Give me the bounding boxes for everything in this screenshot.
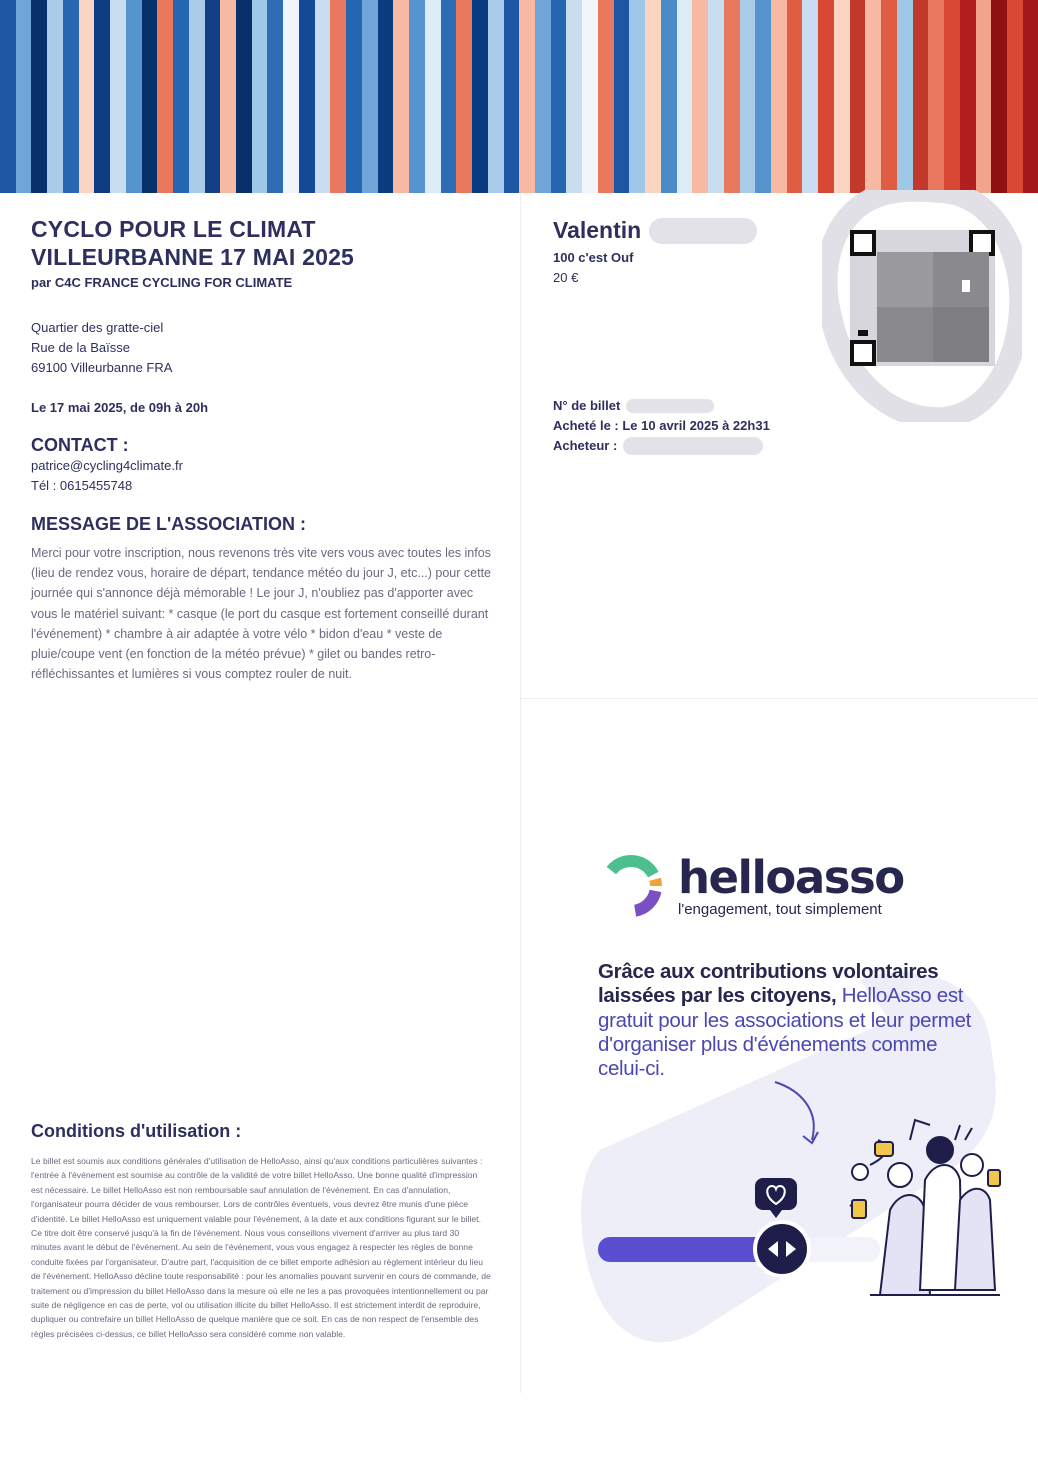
climate-stripe [850, 0, 866, 193]
ticket-price: 20 € [553, 270, 579, 285]
climate-stripe [346, 0, 362, 193]
climate-stripe [0, 0, 16, 193]
climate-stripe [991, 0, 1007, 193]
volunteers-illustration [850, 1120, 1000, 1295]
climate-stripe [205, 0, 221, 193]
climate-stripe [724, 0, 740, 193]
climate-stripe [551, 0, 567, 193]
climate-stripe [960, 0, 976, 193]
climate-stripe [834, 0, 850, 193]
column-divider [520, 193, 521, 1393]
address-line: Quartier des gratte-ciel [31, 320, 164, 335]
climate-stripe [740, 0, 756, 193]
promo-text-bold: Grâce aux contributions volontaires laissées par les citoyens, [598, 960, 939, 1008]
climate-stripe [236, 0, 252, 193]
climate-stripe [267, 0, 283, 193]
climate-stripe [1007, 0, 1023, 193]
climate-stripe [378, 0, 394, 193]
slider-handle-icon [755, 1222, 809, 1276]
climate-stripe [110, 0, 126, 193]
climate-stripe [79, 0, 95, 193]
climate-stripe [441, 0, 457, 193]
purchase-date-label: Acheté le : Le 10 avril 2025 à 22h31 [553, 418, 770, 433]
climate-stripe [173, 0, 189, 193]
climate-stripe [944, 0, 960, 193]
climate-stripe [598, 0, 614, 193]
buyer-label: Acheteur : [553, 438, 618, 453]
ticket-tariff: 100 c'est Ouf [553, 250, 634, 265]
climate-stripe [897, 0, 913, 193]
event-title-line-1: CYCLO POUR LE CLIMAT [31, 216, 316, 242]
terms-of-use [31, 1121, 491, 1341]
arrow-icon [775, 1082, 814, 1140]
climate-stripe [157, 0, 173, 193]
climate-stripe [330, 0, 346, 193]
promo-text-regular: HelloAsso est gratuit pour les associations et leur permet d'organiser plus d'événements comme celui-ci. [598, 984, 972, 1081]
climate-stripe [566, 0, 582, 193]
climate-stripe [220, 0, 236, 193]
section-divider [520, 698, 1038, 699]
event-title-line-2: VILLEURBANNE 17 MAI 2025 [31, 244, 355, 270]
climate-stripe [913, 0, 929, 193]
climate-stripe [189, 0, 205, 193]
association-message-text: Merci pour votre inscription, nous revenons très vite vers vous avec toutes les infos (lieu de rendez vous, horaire de départ, tendance météo du jour J, etc...) pour cette journée qui s'annonce déjà mémorable ! Le jour J, n'oubliez pas d'apporter avec vous le matériel suivant: * casque (le port du casque est fortement conseillé durant l'événement) * chambre à air adaptée à votre vélo * bidon d'eau * veste de pluie/coupe vent (en fonction de la météo prévue) * gilet ou bandes retro-réfléchissantes et lumières si vous comptez rouler de nuit. [31, 546, 491, 682]
climate-stripe [928, 0, 944, 193]
climate-stripe [802, 0, 818, 193]
climate-stripe [645, 0, 661, 193]
climate-stripe [1023, 0, 1038, 193]
climate-stripe [881, 0, 897, 193]
climate-stripe [393, 0, 409, 193]
climate-stripe [677, 0, 693, 193]
contact-heading: CONTACT : [31, 435, 129, 455]
climate-stripe [31, 0, 47, 193]
contact-phone: Tél : 0615455748 [31, 478, 133, 493]
climate-stripe [771, 0, 787, 193]
climate-stripe [472, 0, 488, 193]
climate-stripe [614, 0, 630, 193]
ticket-number-label: N° de billet [553, 398, 621, 413]
climate-stripe [142, 0, 158, 193]
climate-stripe [94, 0, 110, 193]
climate-stripe [504, 0, 520, 193]
terms-text: Le billet est soumis aux conditions générales d'utilisation de HelloAsso, ainsi qu'aux conditions particulières suivantes : l'entrée à l'événement est soumise au contrôle de la validité de votre billet HelloAsso. Une bonne qualité d'impression est nécessaire. Le billet HelloAsso est non remboursable sauf annulation de l'événement. En cas d'annulation, l'organisateur pourra décider de vous rembourser. Lors de contrôles éventuels, vous devrez être munis d'une pièce d'identité. Le billet HelloAsso est uniquement valable pour l'événement, à la date et aux conditions figurant sur le billet. Ce titre doit être conservé jusqu'à la fin de l'événement. Nous vous conseillons vivement d'arriver au plus tard 30 minutes avant le début de l'événement. Au sein de l'événement, vous vous engagez à respecter les règles de bonne conduite fixées par l'organisateur. D'autre part, l'acquisition de ce billet emporte adhésion au règlement intérieur du lieu de l'événement. HelloAsso décline toute responsabilité : pour les anomalies pouvant survenir en cours de commande, de traitement ou d'impression du billet HelloAsso dans la mesure où elle ne les a pas provoquées intentionnellement ou par suite de négligence en cas de perte, vol ou utilisation illicite du billet HelloAsso. Il est strictement interdit de reproduire, dupliquer ou contrefaire un billet HelloAsso de quelque manière que ce soit. En cas de non respect de l'ensemble des règles précisées ci-dessus, ce billet HelloAsso sera considéré comme non valable. [31, 1156, 491, 1339]
climate-stripe [63, 0, 79, 193]
event-organizer: par C4C FRANCE CYCLING FOR CLIMATE [31, 275, 293, 290]
climate-stripe [409, 0, 425, 193]
climate-stripe [456, 0, 472, 193]
climate-stripe [47, 0, 63, 193]
brand-tagline: l'engagement, tout simplement [678, 901, 882, 918]
promo-illustration [560, 820, 1038, 1380]
climate-stripe [787, 0, 803, 193]
climate-stripes-banner [0, 0, 1038, 193]
event-address [31, 318, 501, 378]
ticket-holder [553, 217, 813, 285]
climate-stripe [818, 0, 834, 193]
brand-name: helloasso [678, 851, 904, 904]
climate-stripe [362, 0, 378, 193]
climate-stripe [315, 0, 331, 193]
contact-email: patrice@cycling4climate.fr [31, 458, 183, 473]
climate-stripe [582, 0, 598, 193]
holder-name [553, 217, 813, 244]
address-line: 69100 Villeurbanne FRA [31, 360, 173, 375]
climate-stripe [425, 0, 441, 193]
event-title [31, 215, 501, 271]
climate-stripe [252, 0, 268, 193]
climate-stripe [865, 0, 881, 193]
climate-stripe [283, 0, 299, 193]
redacted-ticket-number [626, 399, 714, 413]
climate-stripe [976, 0, 992, 193]
holder-first-name: Valentin [553, 217, 642, 243]
climate-stripe [519, 0, 535, 193]
climate-stripe [299, 0, 315, 193]
heart-bubble-icon [755, 1178, 797, 1218]
climate-stripe [126, 0, 142, 193]
redacted-last-name [649, 218, 757, 244]
address-line: Rue de la Baïsse [31, 340, 131, 355]
climate-stripe [488, 0, 504, 193]
climate-stripe [16, 0, 32, 193]
buyer-row [553, 436, 873, 456]
climate-stripe [535, 0, 551, 193]
climate-stripe [692, 0, 708, 193]
climate-stripe [755, 0, 771, 193]
redacted-buyer-name [623, 437, 763, 455]
redacted-qr-code [822, 190, 1022, 422]
climate-stripe [629, 0, 645, 193]
terms-heading: Conditions d'utilisation : [31, 1121, 242, 1141]
climate-stripe [708, 0, 724, 193]
event-details [31, 215, 501, 684]
association-message-heading: MESSAGE DE L'ASSOCIATION : [31, 514, 306, 534]
event-date: Le 17 mai 2025, de 09h à 20h [31, 400, 209, 415]
climate-stripe [661, 0, 677, 193]
helloasso-promo [560, 820, 1038, 1380]
